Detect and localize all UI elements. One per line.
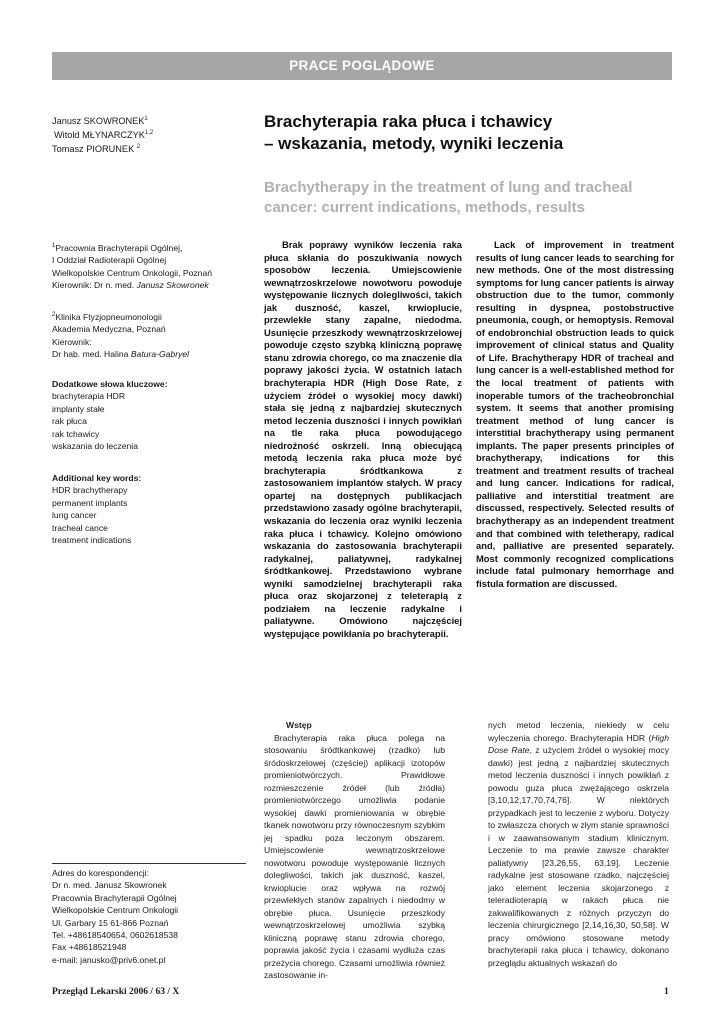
keyword-item: permanent implants	[52, 497, 128, 508]
body-column-2: nych metod leczenia, niekiedy w celu wyleczenia chorego. Brachyterapia HDR (High Dose Rate, z użyciem źródeł o wysokiej mocy dawki) jest jedną z najbardziej skutecznych metod leczenia duszności i innych powikłań z powodu guza płuca zwężającego oskrzela [3,10,12,17,70,74,76]. W niektórych przypadkach jest to leczenie z wyboru. Dotyczy to zwłaszcza chorych w złym stanie sprawności i w zaawansowanym stadium klinicznym. Leczenie to ma prawie zawsze charakter paliatywny [23,26,55, 63,19]. Leczenie radykalne jest stosowane rzadko, najczęściej jako element leczenia skojarzonego z teleradioterapią w rakach płuca nie zakwalifikowanych z różnych przyczyn do leczenia chirurgicznego [2,14,16,30, 50,58]. W pracy omówiono stosowane metody brachyterapii raka płuca i tchawicy, dokonano przeglądu aktualnych wskazań do	[488, 720, 669, 968]
keyword-item: lung cancer	[52, 510, 97, 521]
journal-footer: Przegląd Lekarski 2006 / 63 / X	[52, 987, 180, 997]
author-3: Tomasz PIORUNEK $^2$	[52, 144, 141, 155]
author-2: Witold MŁYNARCZYK$^{1,2}$	[54, 130, 154, 141]
title-polish: Brachyterapia raka płuca i tchawicy – wskazania, metody, wyniki leczenia	[264, 112, 564, 153]
keyword-item: HDR brachytherapy	[52, 485, 128, 496]
keyword-item: brachyterapia HDR	[52, 391, 126, 402]
keyword-item: rak płuca	[52, 416, 87, 427]
title-english: Brachytherapy in the treatment of lung and tracheal cancer: current indications, methods, results	[264, 179, 633, 216]
correspondence-divider	[52, 863, 246, 864]
keyword-item: tracheal cance	[52, 522, 108, 533]
keywords-english: Additional key words: HDR brachytherapy permanent implants lung cancer tracheal cance treatment indications	[52, 472, 252, 546]
keyword-item: wskazania do leczenia	[52, 441, 138, 452]
keyword-item: treatment indications	[52, 535, 132, 546]
page-number: 1	[664, 987, 669, 997]
keyword-item: rak tchawicy	[52, 428, 100, 439]
section-heading-intro: Wstęp	[286, 720, 312, 730]
keywords-polish: Dodatkowe słowa kluczowe: brachyterapia HDR implanty stałe rak płuca rak tchawicy wskazania do leczenia	[52, 378, 252, 452]
author-list	[52, 113, 153, 155]
abstract-english: Lack of improvement in treatment results of lung cancer leads to searching for new methods. One of the most distressing symptoms for lung cancer patients is airway obstruction due to the tumor, commonly resulting in dyspnea, postobstructive pneumonia, cough, or hemoptysis. Removal of endobronchial obstruction leads to quick improvement of clinical status and Quality of Life. Brachytherapy HDR of tracheal and lung cancer is a well-established method for the local treatment of patients with inoperable tumors of the tracheobronchial system. It seems that another promising treatment method of lung cancer is interstitial brachytherapy using permanent implants. The paper presents principles of brachytherapy, indications for this treatment and treatment results of tracheal and lung cancer. Indications for radical, palliative and interstitial treatment are discussed, respectively. Selected results of brachytherapy as an independent treatment and that combined with teletherapy, radical and, palliative are presented separately. Most commonly recognized complications include fatal pulmonary hemorrhage and fistula formation are discussed.	[476, 239, 674, 589]
keyword-item: implanty stałe	[52, 403, 105, 414]
affiliation-1: $^1$Pracownia Brachyterapii Ogólnej, I Oddział Radioterapii Ogólnej Wielkopolskie Centrum Onkologii, Poznań Kierownik: Dr n. med. Janusz Skowronek	[52, 242, 213, 291]
body-column-1: Wstęp Brachyterapia raka płuca polega na stosowaniu śródtkankowej (rzadko) lub śródoskrzelowej (częściej) aplikacji izotopów promieniotwórczych. Prawidłowe rozmieszczenie źródeł (lub źródła) promieniotwórczego umożliwia podanie wysokiej dawki promieniowania w obrębie tkanek nowotworu przy równoczesnym szybkim jej spadku poza leczonym obszarem. Umiejscowienie wewnątrzoskrzelowe nowotworu powoduje występowanie licznych dolegliwości, takich jak duszność, kaszel, krwioplucie oraz wpływa na rozwój przewlekłych stanów zapalnych i niedodmy w obrębie płuca. Usunięcie przeszkody wewnątrzoskrzelowej umożliwia szybką kliniczną poprawę stanu zdrowia chorego, poprawia jakość życia i czasami wydłuża czas przeżycia chorego. Czasami umożliwia również zastosowanie in-	[264, 720, 446, 980]
author-1: Janusz SKOWRONEK$^1$	[52, 116, 148, 127]
section-banner: PRACE POGLĄDOWE	[52, 52, 672, 80]
abstract-polish: Brak poprawy wyników leczenia raka płuca skłania do poszukiwania nowych sposobów leczenia. Umiejscowienie wewnątrzoskrzelowe nowotworu powoduje występowanie licznych dolegliwości, takich jak duszność, kaszel, krwioplucie, przewlekłe stany zapalne, niedodma. Usunięcie przeszkody wewnątrzoskrzelowej powoduje często szybką kliniczną poprawę stanu zdrowia chorego, co ma znaczenie dla poprawy jakości życia. W ostatnich latach brachyterapia HDR (High Dose Rate, z użyciem źródeł o wysokiej mocy dawki) stała się jedną z najbardziej skutecznych metod leczenia duszności i innych powikłań na tle raka płuca powodującego niedrożność oskrzeli. Inną obiecującą metodą leczenia raka płuca może być brachyterapia śródtkankowa z zastosowaniem implantów stałych. W pracy opartej na dostępnych publikacjach przedstawiono zasady ogólne brachyterapii, wskazania do leczenia oraz wyniki leczenia raka płuca i tchawicy. Kolejno omówiono wskazania do zastosowania brachyterapii radykalnej, paliatywnej, radykalnej śródtkankowej. Przedstawiono wybrane wyniki samodzielnej brachyterapii raka płuca oraz skojarzonej z teleterapią z podziałem na leczenie radykalne i paliatywne. Omówiono najczęściej występujące powikłania po brachyterapii.	[264, 239, 462, 639]
affiliation-2: $^2$Klinika Ftyzjopneumonologii Akademia Medyczna, Poznań Kierownik: Dr hab. med. Halina Batura-Gabryel	[52, 311, 190, 360]
correspondence-block: Adres do korespondencji: Dr n. med. Janusz Skowronek Pracownia Brachyterapii Ogólnej Wielkopolskie Centrum Onkologii Ul. Garbary 15 61-866 Poznań Tel. +48618540654, 0602618538 Fax +48618521948 e-mail: janusko@priv6.onet.pl	[52, 868, 179, 965]
